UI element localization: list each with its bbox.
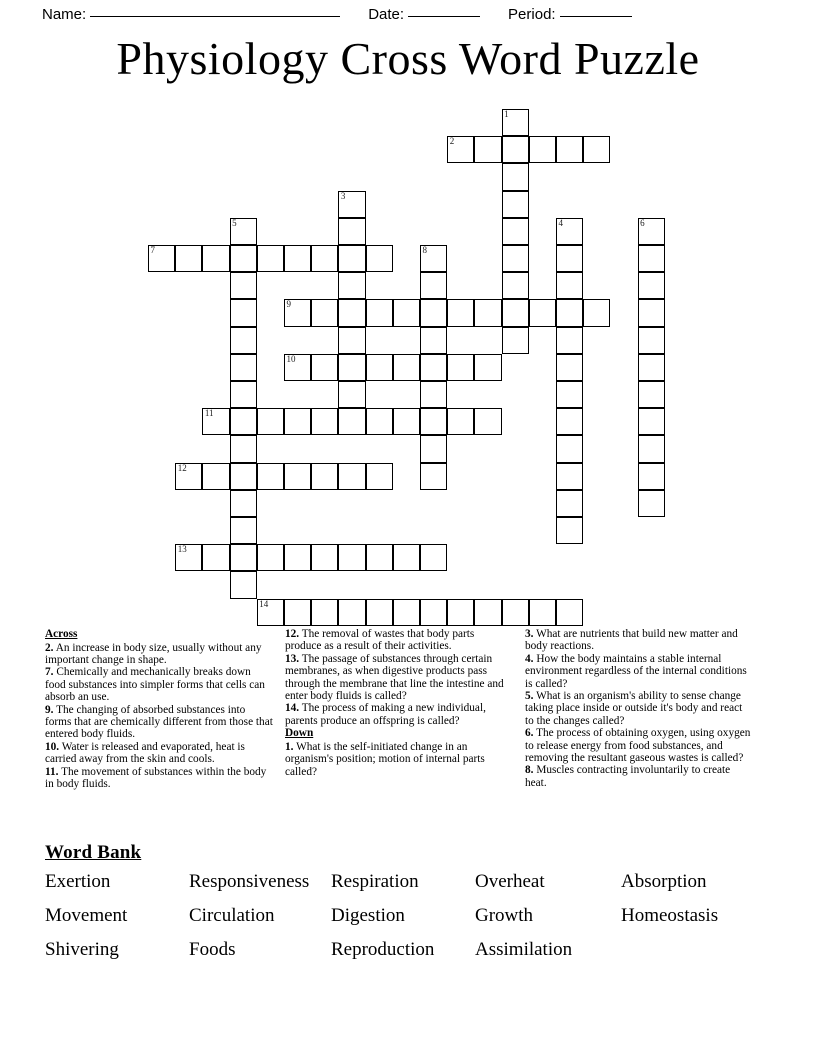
cell-number: 8: [422, 245, 427, 255]
clue-number: 14.: [285, 702, 300, 715]
crossword-cell[interactable]: [420, 463, 447, 490]
clue-text: The process of obtaining oxygen, using oxygen to release energy from food substances, and removing the resultant gaseous wastes is called?: [525, 727, 751, 765]
crossword-cell[interactable]: [502, 245, 529, 272]
crossword-cell[interactable]: [393, 408, 420, 435]
crossword-cell[interactable]: [393, 599, 420, 626]
crossword-cell[interactable]: [338, 218, 365, 245]
word-bank-title: Word Bank: [45, 842, 142, 863]
clue-across-9: [45, 704, 273, 741]
clue-number: 3.: [525, 628, 534, 640]
crossword-cell[interactable]: [284, 354, 311, 381]
crossword-cell[interactable]: [420, 327, 447, 354]
crossword-cell[interactable]: [393, 354, 420, 381]
crossword-cell[interactable]: [638, 435, 665, 462]
crossword-cell[interactable]: [502, 136, 529, 163]
crossword-cell[interactable]: [638, 245, 665, 272]
clue-number: 12.: [285, 628, 300, 640]
crossword-cell[interactable]: [366, 354, 393, 381]
clue-number: 4.: [525, 652, 534, 665]
clue-number: 9.: [45, 703, 54, 716]
clue-down-1: [285, 741, 513, 778]
clue-down-5: [525, 690, 753, 727]
crossword-cell[interactable]: [311, 544, 338, 571]
cell-number: 11: [204, 408, 214, 419]
crossword-cell[interactable]: [257, 544, 284, 571]
crossword-cell[interactable]: [420, 272, 447, 299]
clue-number: 1.: [285, 740, 294, 753]
clue-text: What are nutrients that build new matter and body reactions.: [525, 628, 738, 653]
crossword-cell[interactable]: [366, 299, 393, 326]
crossword-cell[interactable]: [284, 544, 311, 571]
crossword-cell[interactable]: [202, 245, 229, 272]
crossword-cell[interactable]: [556, 327, 583, 354]
clue-text: Muscles contracting involuntarily to create heat.: [525, 764, 731, 789]
page-title: Physiology Cross Word Puzzle: [116, 33, 700, 84]
clue-text: What is an organism's ability to sense change taking place inside or outside it's body and react to the changes called?: [525, 690, 743, 727]
word-bank-item[interactable]: Circulation: [189, 905, 275, 926]
crossword-cell[interactable]: [420, 435, 447, 462]
clue-column-3: [525, 628, 765, 828]
crossword-cell[interactable]: [311, 463, 338, 490]
crossword-cell[interactable]: [502, 327, 529, 354]
crossword-cell[interactable]: [338, 544, 365, 571]
crossword-cell[interactable]: [230, 327, 257, 354]
cell-number: 10: [286, 353, 296, 364]
crossword-cell[interactable]: [556, 299, 583, 326]
clue-text: Chemically and mechanically breaks down food substances into simpler forms that cells can absorb an use.: [45, 666, 265, 704]
crossword-cell[interactable]: [583, 136, 610, 163]
word-bank-item[interactable]: Exertion: [45, 871, 111, 892]
word-bank-section: [45, 842, 785, 962]
crossword-cell[interactable]: [638, 218, 665, 245]
crossword-cell[interactable]: [447, 354, 474, 381]
crossword-cell[interactable]: [556, 408, 583, 435]
clue-across-12: [285, 628, 513, 653]
crossword-cell[interactable]: [529, 299, 556, 326]
clue-column-2: [285, 628, 525, 828]
crossword-cell[interactable]: [447, 136, 474, 163]
clue-text: Water is released and evaporated, heat is carried away from the skin and cools.: [45, 740, 245, 766]
crossword-cell[interactable]: [420, 544, 447, 571]
crossword-cell[interactable]: [556, 517, 583, 544]
cell-number: 9: [286, 299, 291, 310]
crossword-cell[interactable]: [583, 299, 610, 326]
cell-number: 1: [504, 109, 509, 119]
clue-across-13: [285, 653, 513, 703]
crossword-cell[interactable]: [175, 544, 202, 571]
crossword-cell[interactable]: [202, 463, 229, 490]
crossword-cell[interactable]: [556, 354, 583, 381]
clue-down-6: [525, 727, 753, 764]
crossword-cell[interactable]: [366, 408, 393, 435]
crossword-cell[interactable]: [311, 245, 338, 272]
clue-across-14: [285, 702, 513, 727]
crossword-cell[interactable]: [338, 299, 365, 326]
clue-down-8: [525, 764, 753, 789]
crossword-cell[interactable]: [311, 299, 338, 326]
crossword-cell[interactable]: [311, 599, 338, 626]
word-bank-item[interactable]: Foods: [189, 939, 236, 960]
crossword-cell[interactable]: [338, 245, 365, 272]
crossword-cell[interactable]: [284, 463, 311, 490]
crossword-cell[interactable]: [529, 599, 556, 626]
crossword-cell[interactable]: [638, 272, 665, 299]
cell-number: 6: [640, 217, 645, 228]
crossword-cell[interactable]: [338, 381, 365, 408]
crossword-cell[interactable]: [284, 408, 311, 435]
crossword-cell[interactable]: [230, 381, 257, 408]
crossword-cell[interactable]: [502, 109, 529, 136]
crossword-cell[interactable]: [230, 435, 257, 462]
crossword-cell[interactable]: [257, 245, 284, 272]
word-bank-item[interactable]: Digestion: [331, 905, 405, 926]
crossword-cell[interactable]: [638, 490, 665, 517]
crossword-cell[interactable]: [638, 327, 665, 354]
crossword-cell[interactable]: [638, 354, 665, 381]
crossword-cell[interactable]: [366, 599, 393, 626]
clue-across-10: [45, 741, 273, 766]
clue-text: The movement of substances within the body in body fluids.: [45, 765, 267, 790]
crossword-cell[interactable]: [284, 299, 311, 326]
word-bank-item[interactable]: Overheat: [475, 871, 545, 892]
crossword-cell[interactable]: [366, 245, 393, 272]
crossword-cell[interactable]: [447, 599, 474, 626]
crossword-cell[interactable]: [230, 571, 257, 598]
crossword-cell[interactable]: [556, 245, 583, 272]
crossword-cell[interactable]: [338, 599, 365, 626]
clue-text: The changing of absorbed substances into forms that are chemically different from those that entered body fluids.: [45, 703, 273, 741]
word-bank-item[interactable]: Responsiveness: [189, 871, 310, 892]
cell-number: 14: [259, 598, 269, 609]
crossword-cell[interactable]: [311, 408, 338, 435]
crossword-cell[interactable]: [474, 354, 501, 381]
crossword-cell[interactable]: [502, 163, 529, 190]
crossword-cell[interactable]: [230, 517, 257, 544]
crossword-cell[interactable]: [420, 408, 447, 435]
clue-across-11: [45, 766, 273, 791]
crossword-cell[interactable]: [230, 490, 257, 517]
crossword-cell[interactable]: [148, 245, 175, 272]
crossword-cell[interactable]: [175, 245, 202, 272]
crossword-cell[interactable]: [257, 408, 284, 435]
word-bank-item[interactable]: Homeostasis: [621, 905, 719, 926]
word-bank-item[interactable]: Movement: [45, 905, 128, 926]
crossword-cell[interactable]: [556, 490, 583, 517]
crossword-cell[interactable]: [638, 381, 665, 408]
crossword-cell[interactable]: [393, 299, 420, 326]
crossword-cell[interactable]: [338, 327, 365, 354]
crossword-cell[interactable]: [338, 191, 365, 218]
crossword-cell[interactable]: [474, 599, 501, 626]
crossword-cell[interactable]: [230, 299, 257, 326]
crossword-cell[interactable]: [447, 408, 474, 435]
crossword-cell[interactable]: [230, 463, 257, 490]
crossword-cell[interactable]: [556, 599, 583, 626]
word-bank-item[interactable]: Respiration: [331, 871, 419, 892]
clues-section: [45, 628, 775, 828]
clue-down-3: [525, 628, 753, 653]
crossword-cell[interactable]: [474, 136, 501, 163]
clue-number: 11.: [45, 765, 59, 778]
crossword-cell[interactable]: [502, 218, 529, 245]
clue-text: How the body maintains a stable internal environment regardless of the internal conditions is called?: [525, 652, 747, 690]
name-label: Name:: [42, 6, 87, 23]
crossword-cell[interactable]: [420, 354, 447, 381]
crossword-cell[interactable]: [556, 272, 583, 299]
crossword-cell[interactable]: [284, 245, 311, 272]
crossword-cell[interactable]: [556, 435, 583, 462]
down-heading: Down: [285, 727, 314, 740]
period-label: Period:: [508, 6, 556, 23]
word-bank-item[interactable]: Reproduction: [331, 939, 435, 960]
clue-number: 5.: [525, 690, 534, 703]
crossword-cell[interactable]: [284, 599, 311, 626]
clue-text: What is the self-initiated change in an organism's position; motion of internal parts called?: [285, 740, 485, 778]
word-bank-list: [45, 870, 785, 962]
date-label: Date:: [368, 6, 405, 23]
clue-down-4: [525, 653, 753, 690]
crossword-cell[interactable]: [638, 408, 665, 435]
clue-text: The passage of substances through certain membranes, as when digestive products pass through the membrane that line the intestine and enter body fluids is called?: [285, 652, 504, 703]
crossword-cell[interactable]: [638, 299, 665, 326]
cell-number: 3: [340, 190, 346, 201]
clue-number: 8.: [525, 764, 534, 777]
crossword-cell[interactable]: [175, 463, 202, 490]
cell-number: 5: [232, 217, 237, 228]
word-bank-item[interactable]: Growth: [475, 905, 534, 926]
clue-text: An increase in body size, usually without any important change in shape.: [45, 641, 262, 666]
across-heading: Across: [45, 628, 78, 640]
crossword-cell[interactable]: [230, 408, 257, 435]
clue-number: 13.: [285, 652, 300, 665]
word-bank-item[interactable]: Shivering: [45, 939, 119, 960]
crossword-cell[interactable]: [529, 136, 556, 163]
clue-across-2: [45, 642, 273, 667]
crossword-cell[interactable]: [420, 599, 447, 626]
word-bank-item[interactable]: Absorption: [621, 871, 707, 892]
crossword-cell[interactable]: [420, 245, 447, 272]
crossword-cell[interactable]: [230, 544, 257, 571]
crossword-cell[interactable]: [338, 408, 365, 435]
crossword-cell[interactable]: [257, 599, 284, 626]
crossword-cell[interactable]: [311, 354, 338, 381]
crossword-cell[interactable]: [230, 272, 257, 299]
crossword-cell[interactable]: [474, 299, 501, 326]
clue-column-1: [45, 628, 285, 828]
crossword-cell[interactable]: [502, 599, 529, 626]
crossword-cell[interactable]: [556, 136, 583, 163]
crossword-cell[interactable]: [366, 544, 393, 571]
crossword-cell[interactable]: [338, 354, 365, 381]
crossword-cell[interactable]: [257, 463, 284, 490]
crossword-cell[interactable]: [230, 354, 257, 381]
crossword-cell[interactable]: [474, 408, 501, 435]
crossword-cell[interactable]: [420, 299, 447, 326]
clue-text: The removal of wastes that body parts produce as a result of their activities.: [285, 628, 475, 653]
clue-across-7: [45, 666, 273, 703]
crossword-cell[interactable]: [502, 272, 529, 299]
crossword-cell[interactable]: [366, 463, 393, 490]
clue-number: 7.: [45, 666, 54, 679]
crossword-cell[interactable]: [447, 299, 474, 326]
crossword-cell[interactable]: [556, 463, 583, 490]
cell-number: 2: [449, 136, 455, 147]
cell-number: 4: [558, 217, 563, 228]
cell-number: 12: [177, 462, 187, 473]
clue-number: 10.: [45, 740, 60, 753]
word-bank-item[interactable]: Assimilation: [475, 939, 573, 960]
cell-number: 13: [177, 544, 187, 555]
crossword-cell[interactable]: [230, 218, 257, 245]
crossword-cell[interactable]: [338, 463, 365, 490]
crossword-cell[interactable]: [338, 272, 365, 299]
crossword-cell[interactable]: [556, 381, 583, 408]
crossword-cell[interactable]: [420, 381, 447, 408]
clue-text: The process of making a new individual, parents produce an offspring is called?: [285, 702, 486, 727]
crossword-cell[interactable]: [502, 299, 529, 326]
clue-number: 6.: [525, 727, 534, 740]
cell-number: 7: [150, 245, 155, 255]
crossword-cell[interactable]: [202, 544, 229, 571]
crossword-cell[interactable]: [556, 218, 583, 245]
crossword-cell[interactable]: [502, 191, 529, 218]
clue-number: 2.: [45, 641, 54, 654]
crossword-cell[interactable]: [638, 463, 665, 490]
crossword-cell[interactable]: [202, 408, 229, 435]
crossword-cell[interactable]: [230, 245, 257, 272]
crossword-cell[interactable]: [393, 544, 420, 571]
